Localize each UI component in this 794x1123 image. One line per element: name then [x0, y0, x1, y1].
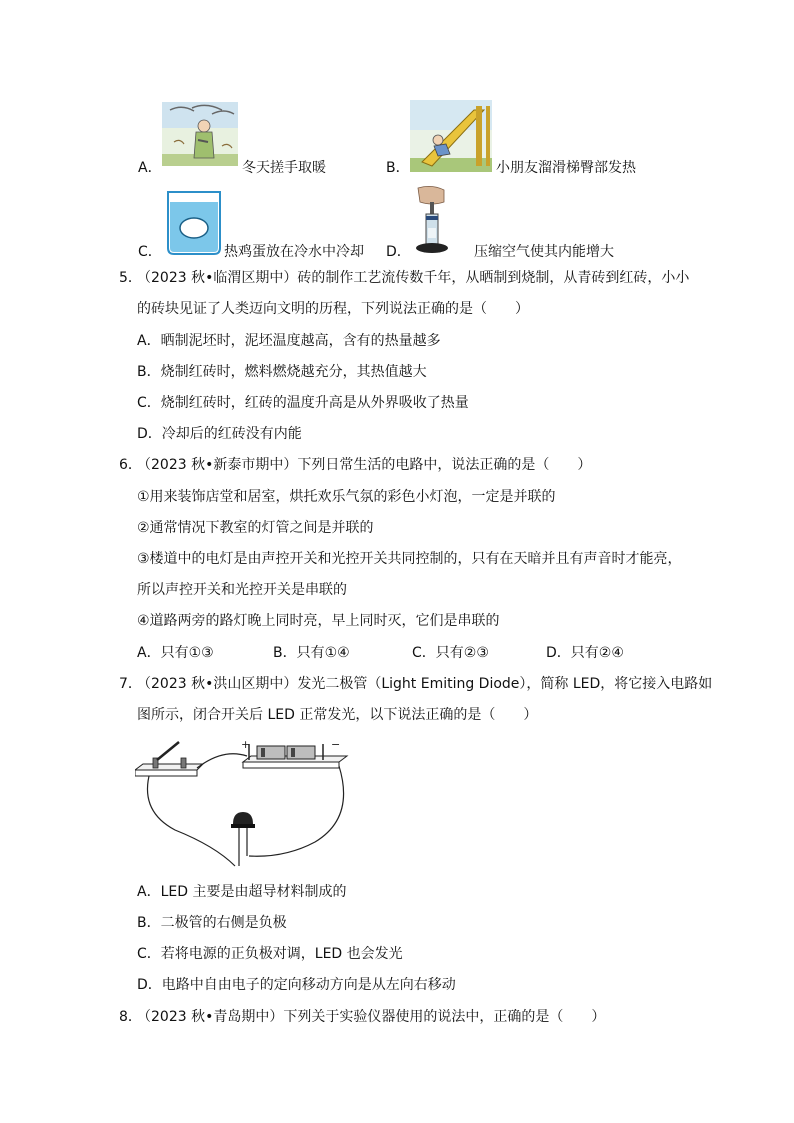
q8-number: 8．: [119, 1009, 142, 1025]
q4-option-a-letter: A．: [138, 160, 162, 176]
air-compression-picture: [410, 184, 454, 258]
q6-option-a: A．只有①③: [137, 645, 214, 661]
q6-option-c: C．只有②③: [412, 645, 489, 661]
q6-option-b: B．只有①④: [273, 645, 350, 661]
battery-minus-label: −: [331, 738, 341, 751]
q7-stem-line1: （2023 秋•洪山区期中）发光二极管（Light Emiting Diode），简称 LED，将它接入电路如: [137, 676, 713, 692]
q5-option-a: A．晒制泥坯时，泥坯温度越高，含有的热量越多: [137, 333, 441, 349]
q5-stem-line1: （2023 秋•临渭区期中）砖的制作工艺流传数千年，从晒制到烧制，从青砖到红砖，小小: [137, 270, 690, 286]
q6-stem: （2023 秋•新泰市期中）下列日常生活的电路中，说法正确的是（ ）: [137, 457, 592, 473]
q5-number: 5．: [119, 270, 142, 286]
q5-option-d: D．冷却后的红砖没有内能: [137, 426, 302, 442]
q7-option-c: C．若将电源的正负极对调，LED 也会发光: [137, 946, 403, 962]
q7-option-d: D．电路中自由电子的定向移动方向是从左向右移动: [137, 977, 456, 993]
q6-number: 6．: [119, 457, 142, 473]
q4-option-a-text: 冬天搓手取暖: [242, 160, 326, 176]
q4-option-b-letter: B．: [386, 160, 410, 176]
q7-number: 7．: [119, 676, 142, 692]
q4-option-c-letter: C．: [138, 244, 162, 260]
slide-picture: [410, 100, 492, 172]
q4-option-d-letter: D．: [386, 244, 411, 260]
q4-option-c-text: 热鸡蛋放在冷水中冷却: [224, 244, 364, 260]
q7-stem-line2: 图所示，闭合开关后 LED 正常发光，以下说法正确的是（ ）: [137, 707, 538, 723]
rubbing-hands-picture: [162, 102, 238, 166]
q6-statement-3-cont: 所以声控开关和光控开关是串联的: [137, 582, 347, 598]
q6-statement-1: ①用来装饰店堂和居室，烘托欢乐气氛的彩色小灯泡，一定是并联的: [137, 489, 556, 505]
q4-option-d-text: 压缩空气使其内能增大: [474, 244, 614, 260]
q4-option-b-text: 小朋友溜滑梯臀部发热: [496, 160, 636, 176]
q5-option-c: C．烧制红砖时，红砖的温度升高是从外界吸收了热量: [137, 395, 469, 411]
q5-option-b: B．烧制红砖时，燃料燃烧越充分，其热值越大: [137, 364, 427, 380]
led-circuit-diagram: [135, 738, 355, 868]
q6-statement-2: ②通常情况下教室的灯管之间是并联的: [137, 520, 374, 536]
q7-option-a: A．LED 主要是由超导材料制成的: [137, 884, 347, 900]
q6-statement-4: ④道路两旁的路灯晚上同时亮，早上同时灭，它们是串联的: [137, 613, 500, 629]
q6-option-d: D．只有②④: [546, 645, 624, 661]
q8-stem: （2023 秋•青岛期中）下列关于实验仪器使用的说法中，正确的是（ ）: [137, 1009, 606, 1025]
battery-plus-label: +: [241, 738, 251, 751]
beaker-egg-picture: [166, 190, 222, 256]
q5-stem-line2: 的砖块见证了人类迈向文明的历程，下列说法正确的是（ ）: [137, 301, 529, 317]
q6-statement-3: ③楼道中的电灯是由声控开关和光控开关共同控制的，只有在天暗并且有声音时才能亮，: [137, 551, 682, 567]
q7-option-b: B．二极管的右侧是负极: [137, 915, 287, 931]
